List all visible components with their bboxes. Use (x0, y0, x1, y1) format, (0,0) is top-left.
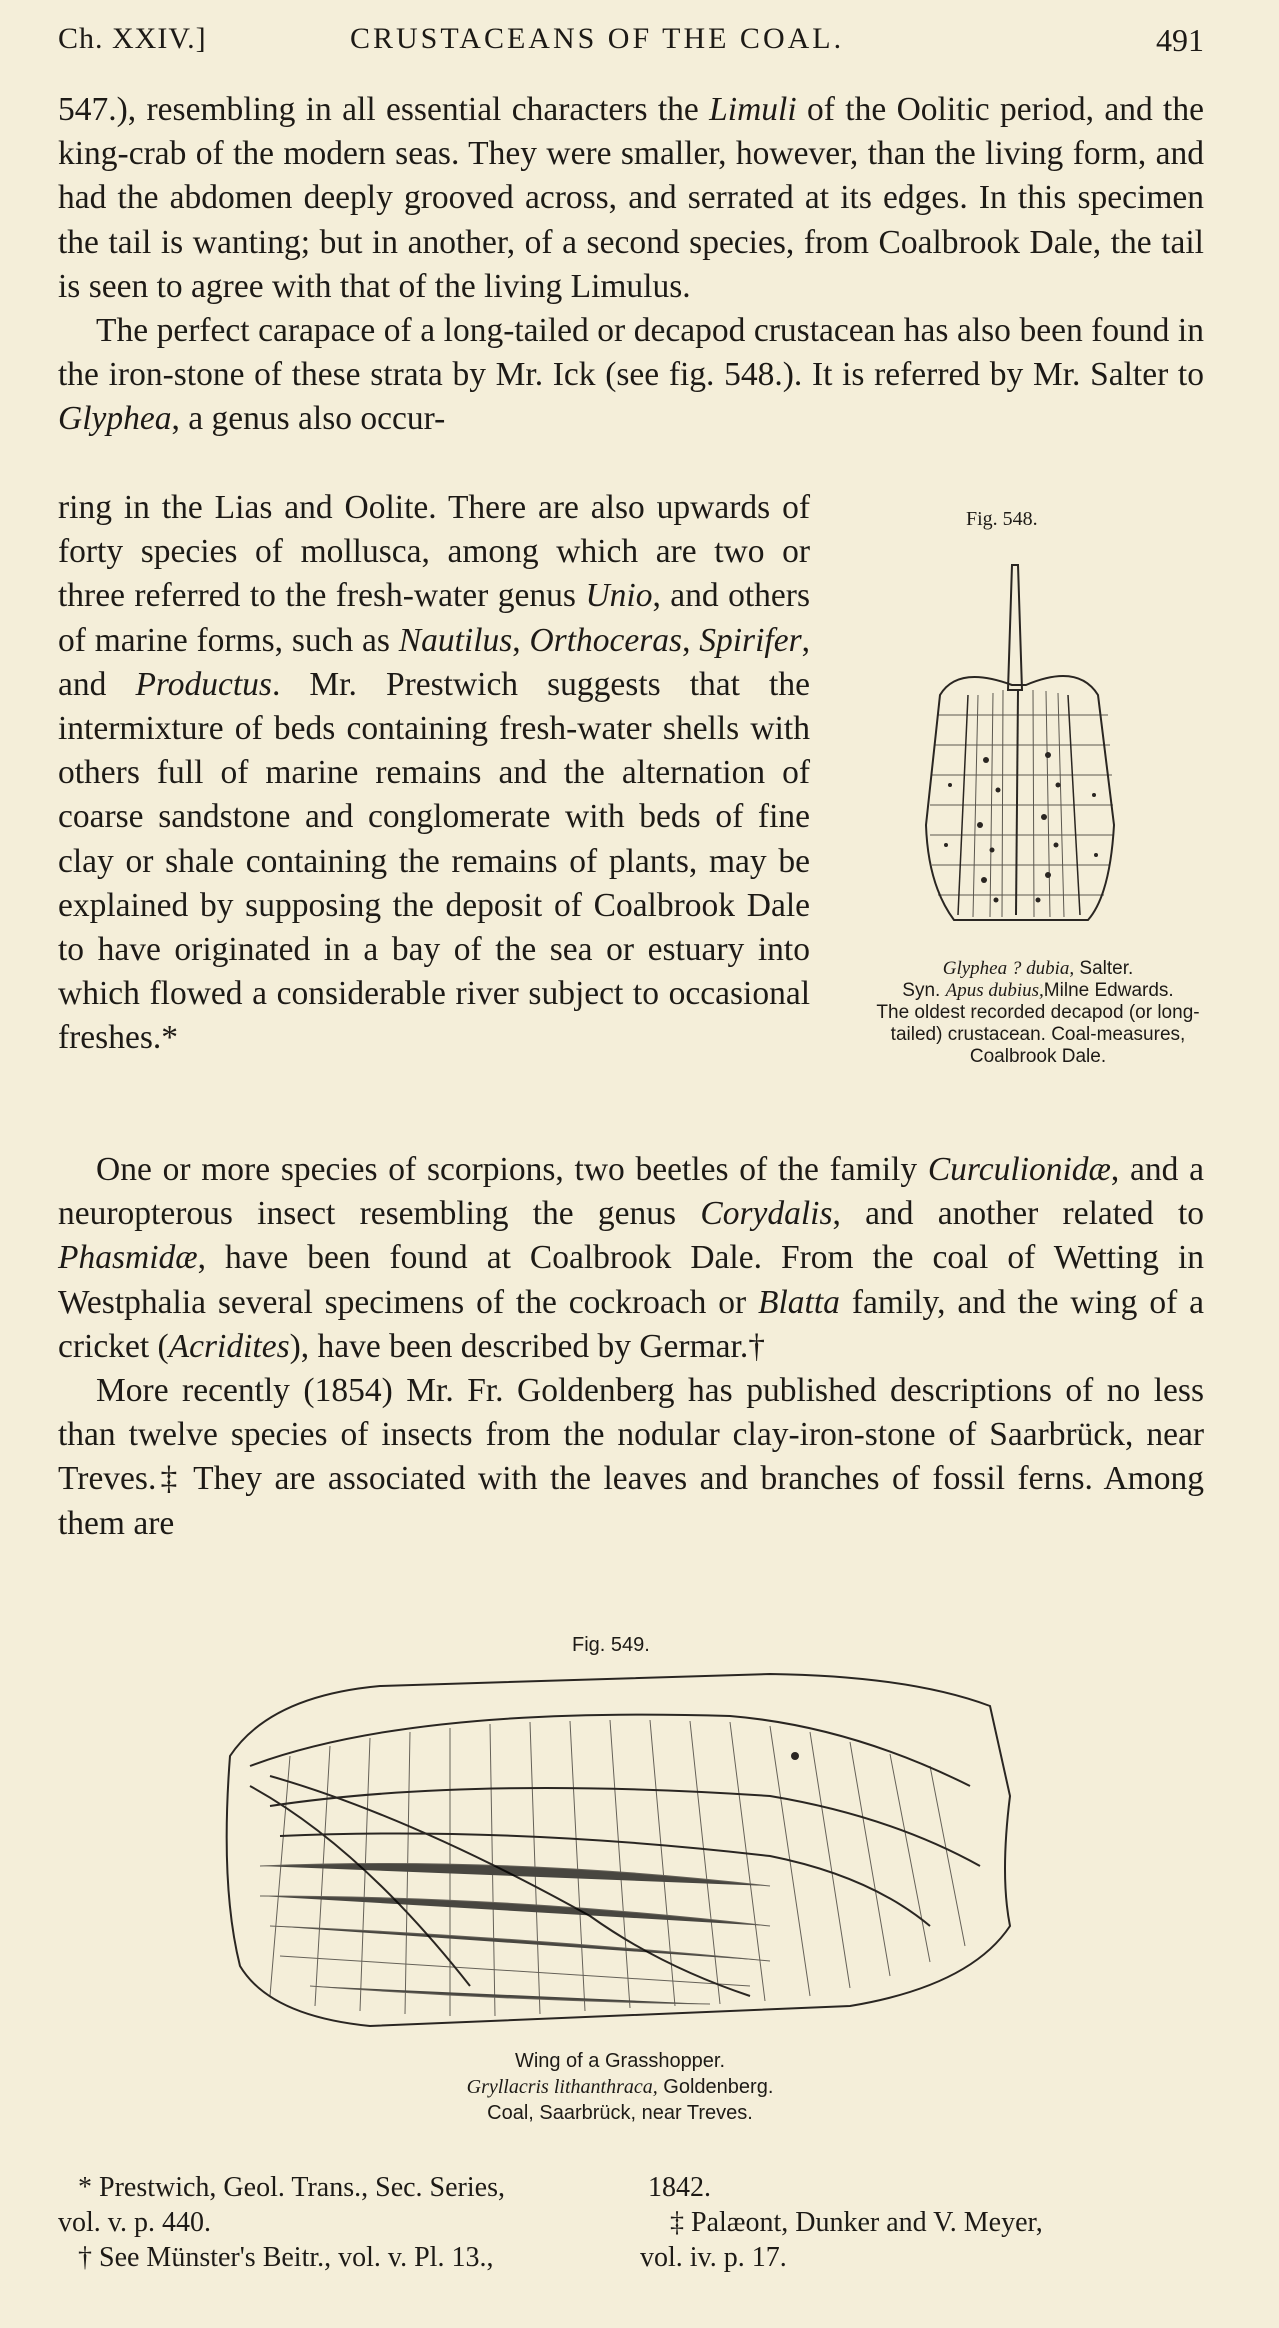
footnote-double-dagger: ‡ Palæont, Dunker and V. Meyer, (670, 2207, 1043, 2238)
grasshopper-wing-illustration (210, 1666, 1030, 2046)
text-block-beside-figure (58, 486, 810, 1061)
paragraph-mollusca: ring in the Lias and Oolite. There are also upwards of forty species of mollusca, among which are two or three referred to the fresh-water genus Unio, and others of marine forms, such as Nautilus, Orthoceras, Spirifer, and Productus. Mr. Prestwich suggests that the intermixture of beds containing fresh-water shells with others full of marine remains and the alternation of coarse sandstone and conglomerate with beds of fine clay or shale containing the remains of plants, may be explained by supposing the deposit of Coalbrook Dale to have originated in a bay of the sea or estuary into which flowed a considerable river subject to occasional freshes.* (58, 489, 810, 1057)
paragraph-insects: One or more species of scorpions, two beetles of the family Curculionidæ, and a neuropterous insect resembling the genus Corydalis, and another related to Phasmidæ, have been found at Coalbrook Dale. From the coal of Wetting in Westphalia several specimens of the cockroach or Blatta family, and the wing of a cricket (Acridites), have been described by Germar.† (58, 1151, 1204, 1365)
footnote-dagger: † See Münster's Beitr., vol. v. Pl. 13., (78, 2242, 494, 2273)
figure-548-label: Fig. 548. (966, 508, 1038, 530)
figure-548 (868, 505, 1208, 1065)
figure-548-description: The oldest recorded decapod (or long-tailed) crustacean. Coal-measures, Coalbrook Dale. (876, 1002, 1200, 1067)
footnote-star-volume: vol. v. p. 440. (58, 2207, 211, 2238)
footnote-double-dagger-volume: vol. iv. p. 17. (640, 2242, 787, 2273)
figure-548-caption: Glyphea ? dubia, Salter. Syn. Apus dubius,Milne Edwards. The oldest recorded decapod (or long-tailed) crustacean. Coal-measures, Coalbrook Dale. (868, 958, 1208, 1068)
footnote-star: * Prestwich, Geol. Trans., Sec. Series, (78, 2172, 505, 2203)
running-title: CRUSTACEANS OF THE COAL. (350, 22, 845, 55)
paragraph-goldenberg: More recently (1854) Mr. Fr. Goldenberg has published descriptions of no less than twelve species of insects from the nodular clay-iron-stone of Saarbrück, near Treves.‡ They are associated with the leaves and branches of fossil ferns. Among them are (58, 1372, 1204, 1542)
glyphea-fossil-illustration (898, 545, 1138, 945)
paragraph-glyphea-start: The perfect carapace of a long-tailed or decapod crustacean has also been found in the iron-stone of these strata by Mr. Ick (see fig. 548.). It is referred by Mr. Salter to Glyphea, a genus also occur- (58, 312, 1204, 438)
figure-549-label: Fig. 549. (572, 1634, 650, 1656)
running-header (58, 22, 1204, 68)
figure-549-caption: Wing of a Grasshopper. Gryllacris lithanthraca, Goldenberg. Coal, Saarbrück, near Treves. (200, 2048, 1040, 2126)
figure-548-species: Glyphea ? dubia, (942, 958, 1075, 979)
chapter-label: Ch. XXIV.] (58, 22, 207, 55)
footnote-star-year: 1842. (648, 2172, 711, 2203)
text-block-top (58, 88, 1204, 442)
figure-549-species: Gryllacris lithanthraca, (466, 2076, 658, 2098)
footnotes (58, 2168, 1208, 2298)
page-number: 491 (1156, 22, 1204, 58)
figure-549-locality: Coal, Saarbrück, near Treves. (487, 2102, 753, 2124)
figure-549-title: Wing of a Grasshopper. (514, 2050, 726, 2072)
figure-549 (200, 1634, 1040, 2154)
text-block-bottom (58, 1148, 1204, 1546)
paragraph-limuli: 547.), resembling in all essential characters the Limuli of the Oolitic period, and the king-crab of the modern seas. They were smaller, however, than the living form, and had the abdomen deeply grooved across, and serrated at its edges. In this specimen the tail is wanting; but in another, of a second species, from Coalbrook Dale, the tail is seen to agree with that of the living Limulus. (58, 91, 1204, 305)
